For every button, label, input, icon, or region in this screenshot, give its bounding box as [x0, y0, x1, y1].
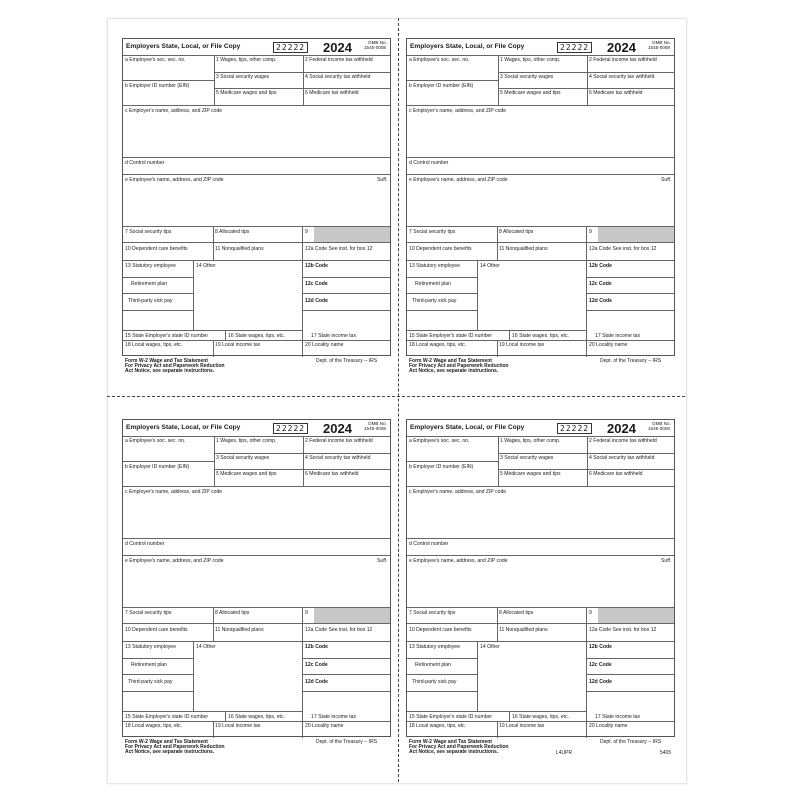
footer-form-name: Form W-2 Wage and Tax Statement — [409, 739, 492, 745]
box-11-label: 11 Nonqualified plans — [499, 246, 548, 252]
footer-privacy: For Privacy Act and Paperwork Reduction — [125, 744, 225, 750]
form-border — [406, 419, 675, 737]
box-a-label: a Employee's soc. sec. no. — [125, 438, 186, 444]
box-13-label: 13 Statutory employee — [125, 644, 176, 650]
box-1-label: 1 Wages, tips, other comp. — [216, 57, 277, 63]
box-12b-label: 12b Code — [305, 263, 328, 269]
horizontal-perforation — [107, 396, 685, 397]
footer-privacy: For Privacy Act and Paperwork Reduction — [125, 363, 225, 369]
omb-label: OMB No. — [652, 40, 671, 45]
box-10-label: 10 Dependent care benefits — [409, 246, 472, 252]
box-9-label: 9 — [589, 229, 592, 235]
box-17-label: 17 State income tax — [311, 333, 357, 339]
box-b-label: b Employer ID number (EIN) — [409, 83, 474, 89]
footer-dept: Dept. of the Treasury -- IRS — [600, 739, 662, 745]
box-4-label: 4 Social security tax withheld — [589, 455, 655, 461]
suffix-label: Suff. — [661, 558, 672, 564]
box-19-label: 19 Local income tax — [499, 723, 545, 729]
box-3-label: 3 Social security wages — [216, 74, 270, 80]
form-border — [122, 419, 391, 737]
box-17-label: 17 State income tax — [311, 714, 357, 720]
box-16-label: 16 State wages, tips, etc. — [512, 333, 569, 339]
omb-label: OMB No. — [652, 421, 671, 426]
box-d-label: d Control number — [409, 160, 449, 166]
footer-form-name: Form W-2 Wage and Tax Statement — [125, 739, 208, 745]
box-c-label: c Employer's name, address, and ZIP code — [125, 489, 223, 495]
tax-year: 2024 — [323, 421, 352, 436]
box-14-label: 14 Other — [480, 644, 500, 650]
box-12b-label: 12b Code — [589, 263, 612, 269]
tax-year: 2024 — [323, 40, 352, 55]
box-7-label: 7 Social security tips — [409, 229, 456, 235]
box-2-label: 2 Federal income tax withheld — [305, 438, 373, 444]
footer-dept: Dept. of the Treasury -- IRS — [316, 358, 378, 364]
box-12d-label: 12d Code — [589, 298, 612, 304]
box-18-label: 18 Local wages, tips, etc. — [125, 342, 183, 348]
box-17-label: 17 State income tax — [595, 714, 641, 720]
box-12d-label: 12d Code — [305, 679, 328, 685]
box-d-label: d Control number — [409, 541, 449, 547]
box-12c-label: 12c Code — [305, 662, 328, 668]
form-code: 22222 — [557, 423, 592, 434]
box-4-label: 4 Social security tax withheld — [589, 74, 655, 80]
box-7-label: 7 Social security tips — [125, 610, 172, 616]
box-12d-label: 12d Code — [589, 679, 612, 685]
box-19-label: 19 Local income tax — [499, 342, 545, 348]
box-c-label: c Employer's name, address, and ZIP code — [409, 108, 507, 114]
box-3-label: 3 Social security wages — [500, 74, 554, 80]
box-18-label: 18 Local wages, tips, etc. — [125, 723, 183, 729]
box-15-label: 15 State Employer's state ID number — [125, 333, 209, 339]
box-1-label: 1 Wages, tips, other comp. — [500, 438, 561, 444]
third-party-sick-pay-label: Third-party sick pay — [128, 679, 173, 685]
footer-notice: Act Notice, see separate instructions. — [125, 368, 215, 374]
box-8-label: 8 Allocated tips — [215, 229, 250, 235]
form-border — [122, 38, 391, 356]
box-a-label: a Employee's soc. sec. no. — [409, 57, 470, 63]
box-11-label: 11 Nonqualified plans — [215, 627, 264, 633]
box-20-label: 20 Locality name — [589, 342, 628, 348]
box-9-label: 9 — [589, 610, 592, 616]
form-code: 22222 — [273, 423, 308, 434]
box-d-label: d Control number — [125, 541, 165, 547]
footer-notice: Act Notice, see separate instructions. — [125, 749, 215, 755]
box-8-label: 8 Allocated tips — [499, 229, 534, 235]
box-15-label: 15 State Employer's state ID number — [125, 714, 209, 720]
box-6-label: 6 Medicare tax withheld — [589, 471, 643, 477]
footer-dept: Dept. of the Treasury -- IRS — [600, 358, 662, 364]
box-6-label: 6 Medicare tax withheld — [305, 90, 359, 96]
box-10-label: 10 Dependent care benefits — [409, 627, 472, 633]
box-11-label: 11 Nonqualified plans — [499, 627, 548, 633]
box-e-label: e Employee's name, address, and ZIP code — [125, 558, 224, 564]
box-20-label: 20 Locality name — [589, 723, 628, 729]
third-party-sick-pay-label: Third-party sick pay — [412, 298, 457, 304]
suffix-label: Suff. — [377, 177, 388, 183]
tax-year: 2024 — [607, 421, 636, 436]
box-15-label: 15 State Employer's state ID number — [409, 714, 493, 720]
footer-privacy: For Privacy Act and Paperwork Reduction — [409, 363, 509, 369]
box-13-label: 13 Statutory employee — [409, 263, 460, 269]
form-border — [406, 38, 675, 356]
box-13-label: 13 Statutory employee — [409, 644, 460, 650]
box-17-label: 17 State income tax — [595, 333, 641, 339]
omb-label: OMB No. — [368, 40, 387, 45]
box-b-label: b Employer ID number (EIN) — [125, 83, 190, 89]
box-3-label: 3 Social security wages — [500, 455, 554, 461]
box-11-label: 11 Nonqualified plans — [215, 246, 264, 252]
omb-number: 1545-0008 — [648, 45, 670, 50]
box-15-label: 15 State Employer's state ID number — [409, 333, 493, 339]
box-14-label: 14 Other — [196, 644, 216, 650]
box-7-label: 7 Social security tips — [409, 610, 456, 616]
box-19-label: 19 Local income tax — [215, 723, 261, 729]
box-12a-label: 12a Code See inst. for box 12 — [305, 246, 373, 252]
box-5-label: 5 Medicare wages and tips — [500, 471, 561, 477]
omb-label: OMB No. — [368, 421, 387, 426]
box-d-label: d Control number — [125, 160, 165, 166]
box-2-label: 2 Federal income tax withheld — [589, 438, 657, 444]
box-5-label: 5 Medicare wages and tips — [216, 471, 277, 477]
form-code: 22222 — [273, 42, 308, 53]
box-2-label: 2 Federal income tax withheld — [589, 57, 657, 63]
box-12a-label: 12a Code See inst. for box 12 — [305, 627, 373, 633]
box-12a-label: 12a Code See inst. for box 12 — [589, 627, 657, 633]
box-18-label: 18 Local wages, tips, etc. — [409, 723, 467, 729]
tax-year: 2024 — [607, 40, 636, 55]
box-5-label: 5 Medicare wages and tips — [216, 90, 277, 96]
box-12a-label: 12a Code See inst. for box 12 — [589, 246, 657, 252]
box-12d-label: 12d Code — [305, 298, 328, 304]
box-2-label: 2 Federal income tax withheld — [305, 57, 373, 63]
box-12c-label: 12c Code — [305, 281, 328, 287]
box-b-label: b Employer ID number (EIN) — [125, 464, 190, 470]
omb-number: 1545-0008 — [648, 426, 670, 431]
box-4-label: 4 Social security tax withheld — [305, 455, 371, 461]
box-5-label: 5 Medicare wages and tips — [500, 90, 561, 96]
box-12b-label: 12b Code — [589, 644, 612, 650]
box-14-label: 14 Other — [480, 263, 500, 269]
box-16-label: 16 State wages, tips, etc. — [228, 714, 285, 720]
box-9-label: 9 — [305, 229, 308, 235]
box-19-label: 19 Local income tax — [215, 342, 261, 348]
box-14-label: 14 Other — [196, 263, 216, 269]
box-b-label: b Employer ID number (EIN) — [409, 464, 474, 470]
box-12c-label: 12c Code — [589, 281, 612, 287]
box-18-label: 18 Local wages, tips, etc. — [409, 342, 467, 348]
suffix-label: Suff. — [377, 558, 388, 564]
box-6-label: 6 Medicare tax withheld — [305, 471, 359, 477]
omb-number: 1545-0008 — [364, 45, 386, 50]
copy-title: Employers State, Local, or File Copy — [410, 424, 525, 431]
footer-dept: Dept. of the Treasury -- IRS — [316, 739, 378, 745]
box-20-label: 20 Locality name — [305, 723, 344, 729]
footer-form-name: Form W-2 Wage and Tax Statement — [409, 358, 492, 364]
box-a-label: a Employee's soc. sec. no. — [409, 438, 470, 444]
box-6-label: 6 Medicare tax withheld — [589, 90, 643, 96]
omb-number: 1545-0008 — [364, 426, 386, 431]
box-4-label: 4 Social security tax withheld — [305, 74, 371, 80]
box-e-label: e Employee's name, address, and ZIP code — [409, 558, 508, 564]
box-c-label: c Employer's name, address, and ZIP code — [409, 489, 507, 495]
retirement-plan-label: Retirement plan — [415, 662, 451, 668]
box-16-label: 16 State wages, tips, etc. — [512, 714, 569, 720]
third-party-sick-pay-label: Third-party sick pay — [128, 298, 173, 304]
retirement-plan-label: Retirement plan — [415, 281, 451, 287]
footer-notice: Act Notice, see separate instructions. — [409, 368, 499, 374]
footer-privacy: For Privacy Act and Paperwork Reduction — [409, 744, 509, 750]
box-13-label: 13 Statutory employee — [125, 263, 176, 269]
box-1-label: 1 Wages, tips, other comp. — [500, 57, 561, 63]
copy-title: Employers State, Local, or File Copy — [126, 43, 241, 50]
box-16-label: 16 State wages, tips, etc. — [228, 333, 285, 339]
box-8-label: 8 Allocated tips — [215, 610, 250, 616]
retirement-plan-label: Retirement plan — [131, 281, 167, 287]
box-10-label: 10 Dependent care benefits — [125, 246, 188, 252]
copy-title: Employers State, Local, or File Copy — [126, 424, 241, 431]
footer-notice: Act Notice, see separate instructions. — [409, 749, 499, 755]
product-number: 5405 — [660, 750, 672, 756]
box-20-label: 20 Locality name — [305, 342, 344, 348]
box-a-label: a Employee's soc. sec. no. — [125, 57, 186, 63]
footer-form-name: Form W-2 Wage and Tax Statement — [125, 358, 208, 364]
box-c-label: c Employer's name, address, and ZIP code — [125, 108, 223, 114]
box-12c-label: 12c Code — [589, 662, 612, 668]
box-7-label: 7 Social security tips — [125, 229, 172, 235]
product-code: L4UPR — [556, 750, 573, 756]
box-10-label: 10 Dependent care benefits — [125, 627, 188, 633]
box-9-label: 9 — [305, 610, 308, 616]
box-e-label: e Employee's name, address, and ZIP code — [409, 177, 508, 183]
retirement-plan-label: Retirement plan — [131, 662, 167, 668]
box-e-label: e Employee's name, address, and ZIP code — [125, 177, 224, 183]
box-3-label: 3 Social security wages — [216, 455, 270, 461]
suffix-label: Suff. — [661, 177, 672, 183]
form-code: 22222 — [557, 42, 592, 53]
box-8-label: 8 Allocated tips — [499, 610, 534, 616]
third-party-sick-pay-label: Third-party sick pay — [412, 679, 457, 685]
box-1-label: 1 Wages, tips, other comp. — [216, 438, 277, 444]
vertical-perforation — [398, 18, 399, 782]
copy-title: Employers State, Local, or File Copy — [410, 43, 525, 50]
box-12b-label: 12b Code — [305, 644, 328, 650]
